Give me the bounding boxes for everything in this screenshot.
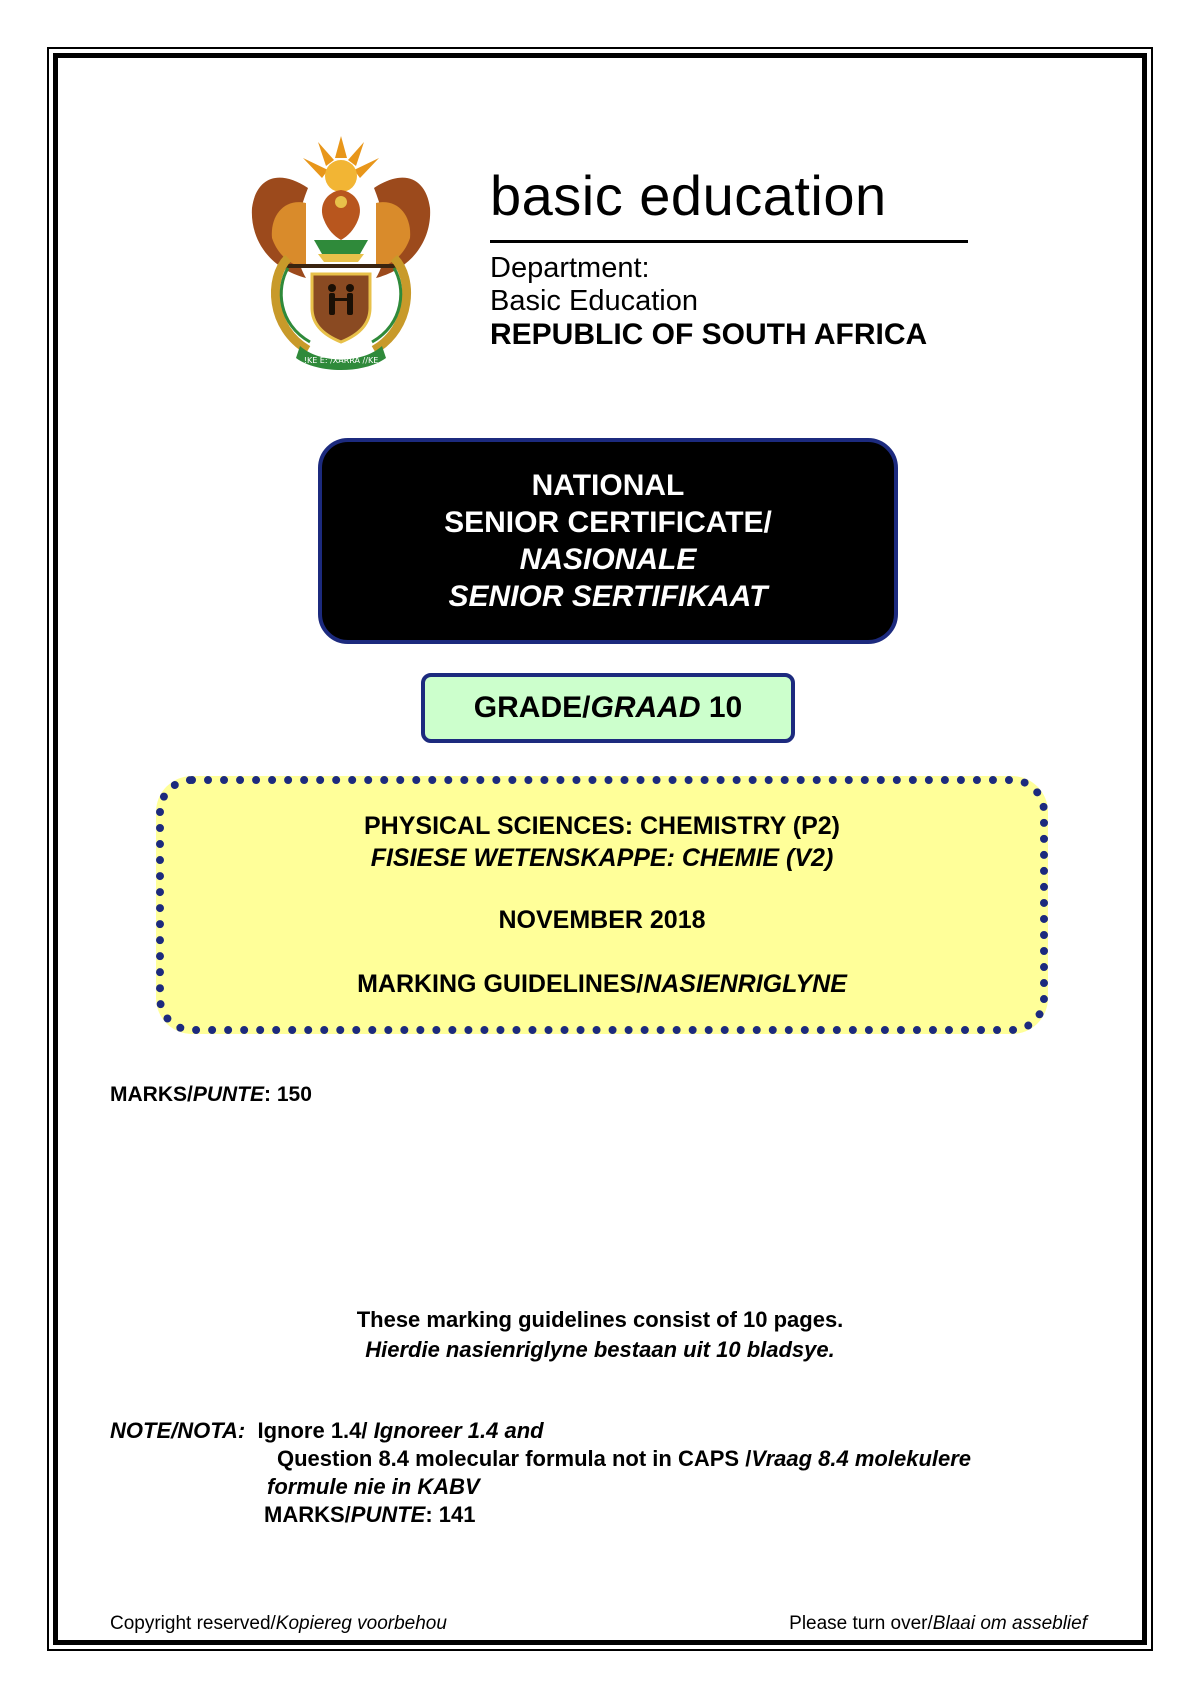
certificate-line-1: NATIONAL <box>531 469 685 502</box>
country-name: REPUBLIC OF SOUTH AFRICA <box>490 318 928 351</box>
note-ignore-en: Ignore 1.4/ <box>257 1418 368 1443</box>
marks-label-en: MARKS/ <box>110 1083 193 1106</box>
footer-turn-over-af: Blaai om asseblief <box>932 1613 1087 1634</box>
note-marks-separator: : <box>425 1502 439 1527</box>
note-adjusted-marks <box>264 1504 476 1526</box>
footer-turn-over <box>789 1614 1087 1633</box>
certificate-line-3: NASIONALE <box>519 543 697 576</box>
note-marks-label-af: PUNTE <box>350 1502 426 1527</box>
note-question-en: Question 8.4 molecular formula not in CAPS / <box>277 1446 752 1471</box>
department-name: Basic Education <box>490 285 698 317</box>
document-type <box>164 972 1040 997</box>
exam-date: NOVEMBER 2018 <box>498 906 706 934</box>
document-type-en: MARKING GUIDELINES/ <box>357 970 644 998</box>
subject-panel <box>156 776 1048 1034</box>
note-line-3: formule nie in KABV <box>267 1474 480 1499</box>
footer-copyright-af: Kopiereg voorbehou <box>275 1613 447 1634</box>
crest-sun <box>303 136 379 192</box>
note-ignore-af: Ignoreer 1.4 and <box>373 1418 544 1443</box>
marks-separator: : <box>264 1083 277 1106</box>
marks-value: 150 <box>276 1083 312 1106</box>
brand-name: basic education <box>490 164 887 227</box>
note-marks-label-en: MARKS/ <box>264 1502 351 1527</box>
grade-number: 10 <box>708 691 743 724</box>
note-label: NOTE/NOTA: <box>110 1418 246 1443</box>
page-count-af: Hierdie nasienriglyne bestaan uit 10 bladsye. <box>365 1337 835 1362</box>
note-question-af: Vraag 8.4 molekulere <box>751 1446 972 1471</box>
subject-title-af: FISIESE WETENSKAPPE: CHEMIE (V2) <box>370 844 834 872</box>
grade-label-af: GRAAD <box>590 691 701 724</box>
crest-shield <box>312 274 370 342</box>
marks-label-af: PUNTE <box>192 1083 265 1106</box>
page-count-en: These marking guidelines consist of 10 pages. <box>356 1307 844 1332</box>
certificate-line-2: SENIOR CERTIFICATE/ <box>444 506 772 539</box>
subject-title-en: PHYSICAL SCIENCES: CHEMISTRY (P2) <box>363 812 840 840</box>
certificate-banner <box>318 438 898 644</box>
footer-turn-over-en: Please turn over/ <box>789 1613 933 1634</box>
coat-of-arms-icon <box>248 128 434 376</box>
footer-copyright-en: Copyright reserved/ <box>110 1613 276 1634</box>
brand-underline <box>490 240 968 243</box>
note-marks-value: 141 <box>438 1502 476 1527</box>
grade-label-en: GRADE/ <box>473 691 591 724</box>
note-line-2 <box>277 1448 971 1470</box>
document-type-af: NASIENRIGLYNE <box>643 970 847 998</box>
department-label: Department: <box>490 252 650 284</box>
footer-copyright <box>110 1614 447 1633</box>
crest-motto: !KE E: /XARRA //KE <box>303 356 379 365</box>
note-line-1 <box>110 1420 544 1442</box>
grade-badge <box>421 673 795 743</box>
certificate-line-4: SENIOR SERTIFIKAAT <box>448 580 768 613</box>
total-marks <box>110 1083 312 1107</box>
